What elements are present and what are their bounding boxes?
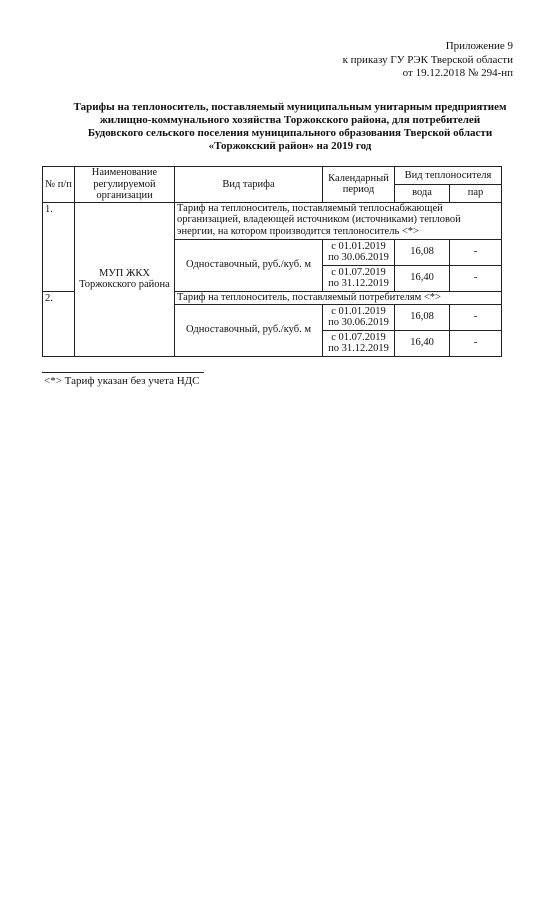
period-from: с 01.07.2019 (331, 331, 386, 343)
table-row-period (323, 304, 395, 330)
document-title (60, 101, 520, 153)
header-period: Календарный период (323, 167, 395, 203)
title-line-3: Будовского сельского поселения муниципального образования Тверской области (87, 127, 493, 139)
steam-value: - (450, 304, 502, 330)
header-organization: Наименование регулируемой организации (75, 167, 175, 203)
appendix-line-1: Приложение 9 (445, 40, 513, 52)
period-to: по 31.12.2019 (328, 278, 389, 289)
table-row-period (323, 330, 395, 356)
section-1-tariff-type: Одноставочный, руб./куб. м (175, 239, 323, 291)
header-steam: пар (450, 184, 502, 202)
appendix-line-2: к приказу ГУ РЭК Тверской области (342, 53, 513, 66)
table-row-period (323, 239, 395, 265)
section-1-description: Тариф на теплоноситель, поставляемый теплоснабжающей организацией, владеющей источником (источниками) тепловой энергии, на котором производится теплоноситель <*> (175, 202, 502, 239)
section-1-num: 1. (43, 202, 75, 291)
title-line-2: жилищно-коммунального хозяйства Торжокского района, для потребителей (99, 114, 481, 126)
period-from: с 01.01.2019 (331, 240, 386, 252)
header-num: № п/п (43, 167, 75, 203)
steam-value: - (450, 265, 502, 291)
section-2-tariff-type: Одноставочный, руб./куб. м (175, 304, 323, 356)
footnote-divider (42, 372, 204, 373)
header-water: вода (395, 184, 450, 202)
period-to: по 31.12.2019 (328, 343, 389, 354)
section-2-num: 2. (43, 291, 75, 356)
water-value: 16,40 (395, 265, 450, 291)
period-to: по 30.06.2019 (328, 317, 389, 328)
organization-name: МУП ЖКХ Торжокского района (75, 202, 175, 356)
table-row-period (323, 265, 395, 291)
steam-value: - (450, 330, 502, 356)
period-from: с 01.07.2019 (331, 266, 386, 278)
water-value: 16,08 (395, 239, 450, 265)
period-from: с 01.01.2019 (331, 305, 386, 317)
section-2-description: Тариф на теплоноситель, поставляемый потребителям <*> (175, 291, 502, 304)
appendix-header (343, 40, 513, 81)
header-carrier-type: Вид теплоносителя (395, 167, 502, 185)
tariff-table (42, 166, 502, 357)
water-value: 16,08 (395, 304, 450, 330)
header-tariff-type: Вид тарифа (175, 167, 323, 203)
appendix-line-3: от 19.12.2018 № 294-нп (402, 67, 513, 79)
period-to: по 30.06.2019 (328, 252, 389, 263)
footnote: <*> Тариф указан без учета НДС (44, 375, 200, 387)
title-line-1: Тарифы на теплоноситель, поставляемый муниципальным унитарным предприятием (73, 101, 507, 113)
water-value: 16,40 (395, 330, 450, 356)
title-line-4: «Торжокский район» на 2019 год (208, 140, 372, 152)
steam-value: - (450, 239, 502, 265)
